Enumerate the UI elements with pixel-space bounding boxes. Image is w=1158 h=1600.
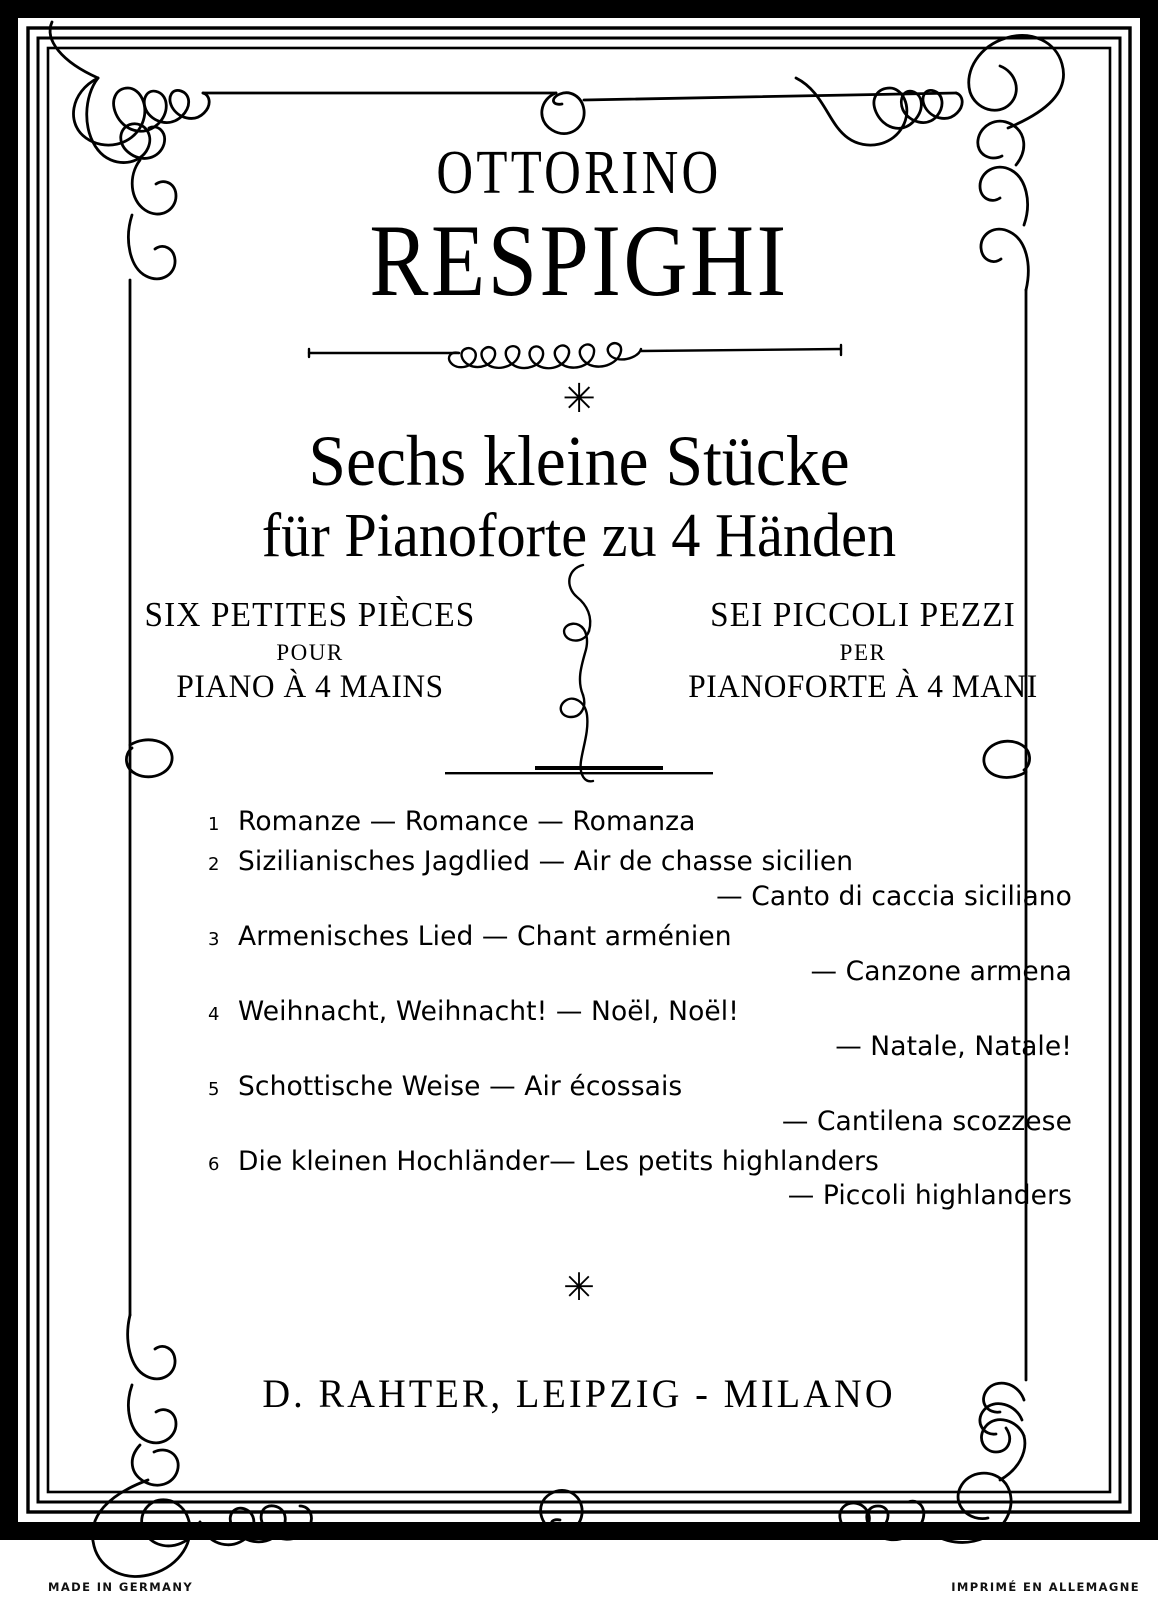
contents-item-title: Romanze — Romance — Romanza xyxy=(238,806,696,837)
composer-last-name: RESPIGHI xyxy=(369,204,789,318)
contents-item-title: Weihnacht, Weihnacht! — Noël, Noël! xyxy=(238,996,739,1028)
contents-item-line-1 xyxy=(208,920,1078,954)
contents-item-number: 3 xyxy=(208,929,220,951)
imprime-en-allemagne-note: IMPRIMÉ EN ALLEMAGNE xyxy=(951,1580,1140,1594)
asterisk-ornament-top: ✳ xyxy=(562,376,596,422)
contents-item xyxy=(208,995,1078,1064)
title-main: Sechs kleine Stücke xyxy=(308,421,850,501)
contents-item-line-2: — Canzone armena xyxy=(810,955,1072,987)
contents-item-number: 6 xyxy=(208,1153,220,1175)
contents-item-number: 2 xyxy=(208,854,220,876)
made-in-germany-note: MADE IN GERMANY xyxy=(48,1580,194,1594)
composer-first-name: OTTORINO xyxy=(436,139,722,207)
asterisk-ornament-bottom: ✳ xyxy=(563,1264,595,1309)
contents-item-line-1 xyxy=(208,1070,1078,1104)
ornamental-brace-divider xyxy=(539,559,619,789)
french-subtitle-column xyxy=(115,597,505,705)
contents-item-title: Die kleinen Hochländer— Les petits highlanders xyxy=(238,1145,879,1177)
contents-item-line-1 xyxy=(208,845,1078,879)
contents-item-title: Schottische Weise — Air écossais xyxy=(238,1071,683,1103)
contents-item-line-1 xyxy=(208,1145,1078,1179)
bilingual-subtitle-block xyxy=(80,597,1078,747)
composer-rule-flourish xyxy=(80,327,1078,371)
title-subtitle: für Pianoforte zu 4 Händen xyxy=(261,502,897,570)
contents-list xyxy=(80,805,1078,1214)
french-line-3: PIANO À 4 MAINS xyxy=(176,668,444,705)
contents-item-title: Armenisches Lied — Chant arménien xyxy=(238,921,732,953)
contents-item-line-2: — Piccoli highlanders xyxy=(787,1180,1072,1212)
contents-item-number: 5 xyxy=(208,1079,220,1101)
contents-item-number: 4 xyxy=(208,1004,220,1026)
contents-item-number: 1 xyxy=(208,814,220,835)
contents-item-title: Sizilianisches Jagdlied — Air de chasse sicilien xyxy=(238,846,854,878)
contents-item-line-1 xyxy=(208,805,1078,839)
french-line-2: POUR xyxy=(276,639,344,665)
publisher-imprint: D. RAHTER, LEIPZIG - MILANO xyxy=(262,1370,896,1416)
italian-line-3: PIANOFORTE À 4 MANI xyxy=(688,668,1038,705)
contents-item xyxy=(208,1145,1078,1214)
contents-item-line-2: — Natale, Natale! xyxy=(835,1030,1072,1062)
contents-item-line-2: — Canto di caccia siciliano xyxy=(716,880,1072,912)
italian-line-1: SEI PICCOLI PEZZI xyxy=(710,595,1016,634)
contents-item-line-1 xyxy=(208,995,1078,1029)
contents-item xyxy=(208,845,1078,914)
cover-content xyxy=(80,58,1078,1490)
contents-item xyxy=(208,1070,1078,1139)
italian-subtitle-column xyxy=(668,597,1058,705)
french-line-1: SIX PETITES PIÈCES xyxy=(144,595,476,634)
contents-item xyxy=(208,920,1078,989)
italian-line-2: PER xyxy=(839,639,887,665)
contents-item xyxy=(208,805,1078,839)
contents-item-line-2: — Cantilena scozzese xyxy=(781,1105,1072,1137)
